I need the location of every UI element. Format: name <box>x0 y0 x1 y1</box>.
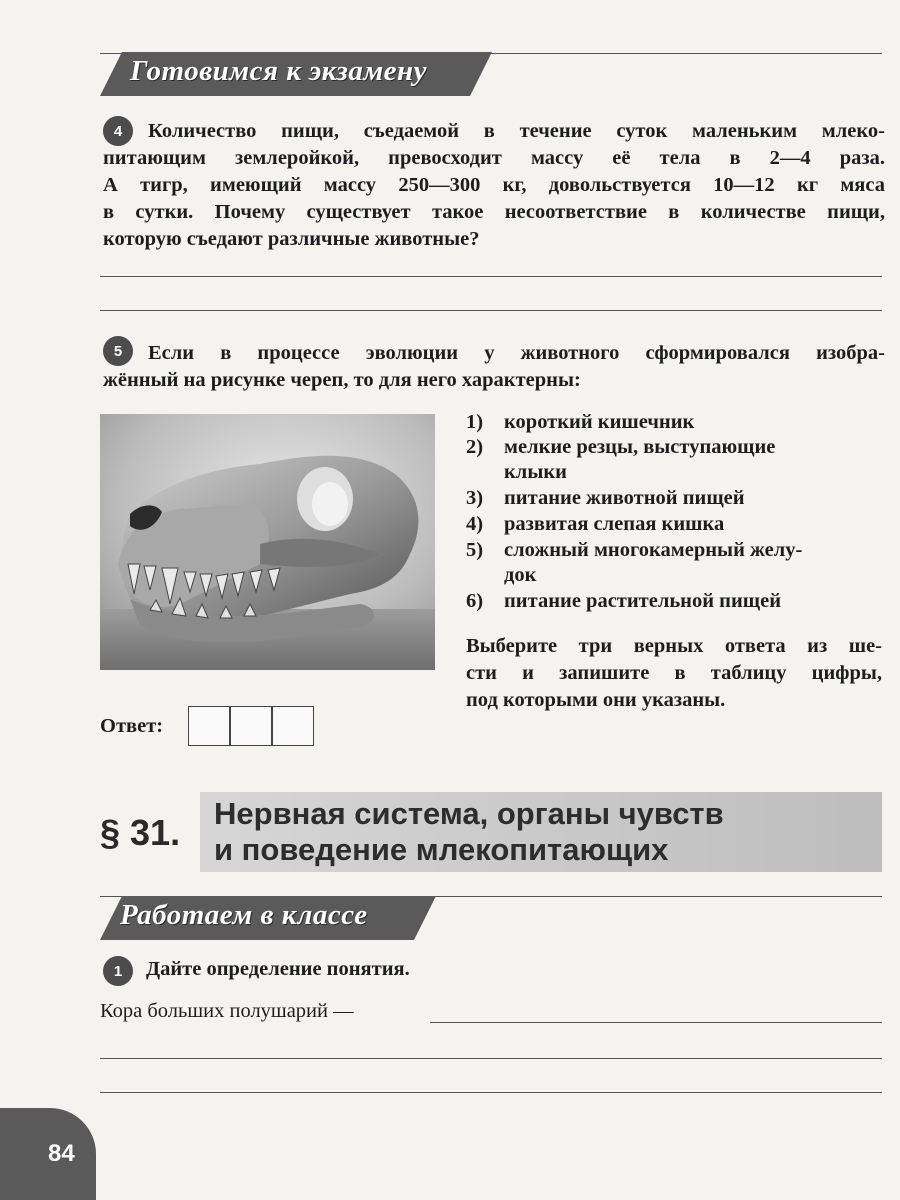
answer-label: Ответ: <box>100 715 164 737</box>
answer-cell-3[interactable] <box>272 706 314 746</box>
option-2 <box>466 435 775 485</box>
option-number: 5) <box>466 539 484 561</box>
option-text-continued: док <box>504 564 537 586</box>
definition-line-1[interactable] <box>430 1022 882 1023</box>
option-3 <box>466 486 745 511</box>
option-text: сложный многокамерный желу- <box>504 539 803 561</box>
question-4-line: в сутки. Почему существует такое несоответствие в количестве пищи, <box>103 201 885 223</box>
instruction-line: под которыми они указаны. <box>466 689 726 711</box>
option-1 <box>466 410 694 435</box>
instruction-line: Выберите три верных ответа из ше- <box>466 635 882 657</box>
question-5-line: Если в процессе эволюции у животного сформировался изобра- <box>148 342 885 364</box>
definition-term: Кора больших полушарий — <box>100 1000 354 1022</box>
answer-line-q4-1[interactable] <box>100 276 882 277</box>
skull-photo <box>100 414 435 670</box>
answer-cell-2[interactable] <box>230 706 272 746</box>
option-5 <box>466 538 802 588</box>
option-6 <box>466 589 781 614</box>
page-number: 84 <box>48 1140 75 1167</box>
q5-instruction <box>466 633 882 714</box>
option-text: короткий кишечник <box>504 411 695 433</box>
option-text: питание животной пищей <box>504 487 745 509</box>
question-5-line: жённый на рисунке череп, то для него характерны: <box>103 369 581 391</box>
option-number: 3) <box>466 487 484 509</box>
option-text: развитая слепая кишка <box>504 513 725 535</box>
option-number: 2) <box>466 436 484 458</box>
option-text: питание растительной пищей <box>504 590 782 612</box>
question-5-number: 5 <box>103 336 133 366</box>
question-4-line: Количество пищи, съедаемой в течение суток маленьким млеко- <box>148 120 885 142</box>
question-4-number: 4 <box>103 116 133 146</box>
option-text: мелкие резцы, выступающие <box>504 436 776 458</box>
definition-line-3[interactable] <box>100 1092 882 1093</box>
class-question-1-text: Дайте определение понятия. <box>146 958 410 980</box>
option-number: 6) <box>466 590 484 612</box>
instruction-line: сти и запишите в таблицу цифры, <box>466 662 882 684</box>
paragraph-title-line-1: Нервная система, органы чувств <box>214 796 724 831</box>
paragraph-title-block <box>200 792 882 872</box>
answer-cell-1[interactable] <box>188 706 230 746</box>
option-text-continued: клыки <box>504 461 567 483</box>
paragraph-title-line-2: и поведение млекопитающих <box>214 832 669 867</box>
question-4-text <box>103 118 885 253</box>
option-number: 4) <box>466 513 484 535</box>
option-number: 1) <box>466 411 484 433</box>
exam-banner-title: Готовимся к экзамену <box>130 55 428 87</box>
question-4-line: питающим землеройкой, превосходит массу её тела в 2—4 раза. <box>103 147 885 169</box>
answer-line-q4-2[interactable] <box>100 310 882 311</box>
question-4-line: А тигр, имеющий массу 250—300 кг, довольствуется 10—12 кг мяса <box>103 174 885 196</box>
definition-line-2[interactable] <box>100 1058 882 1059</box>
class-banner-title: Работаем в классе <box>120 899 368 931</box>
question-4-line: которую съедают различные животные? <box>103 228 480 250</box>
paragraph-number: § 31. <box>100 812 181 853</box>
class-question-1-number: 1 <box>103 956 133 986</box>
option-4 <box>466 512 724 537</box>
question-5-text <box>103 340 885 394</box>
